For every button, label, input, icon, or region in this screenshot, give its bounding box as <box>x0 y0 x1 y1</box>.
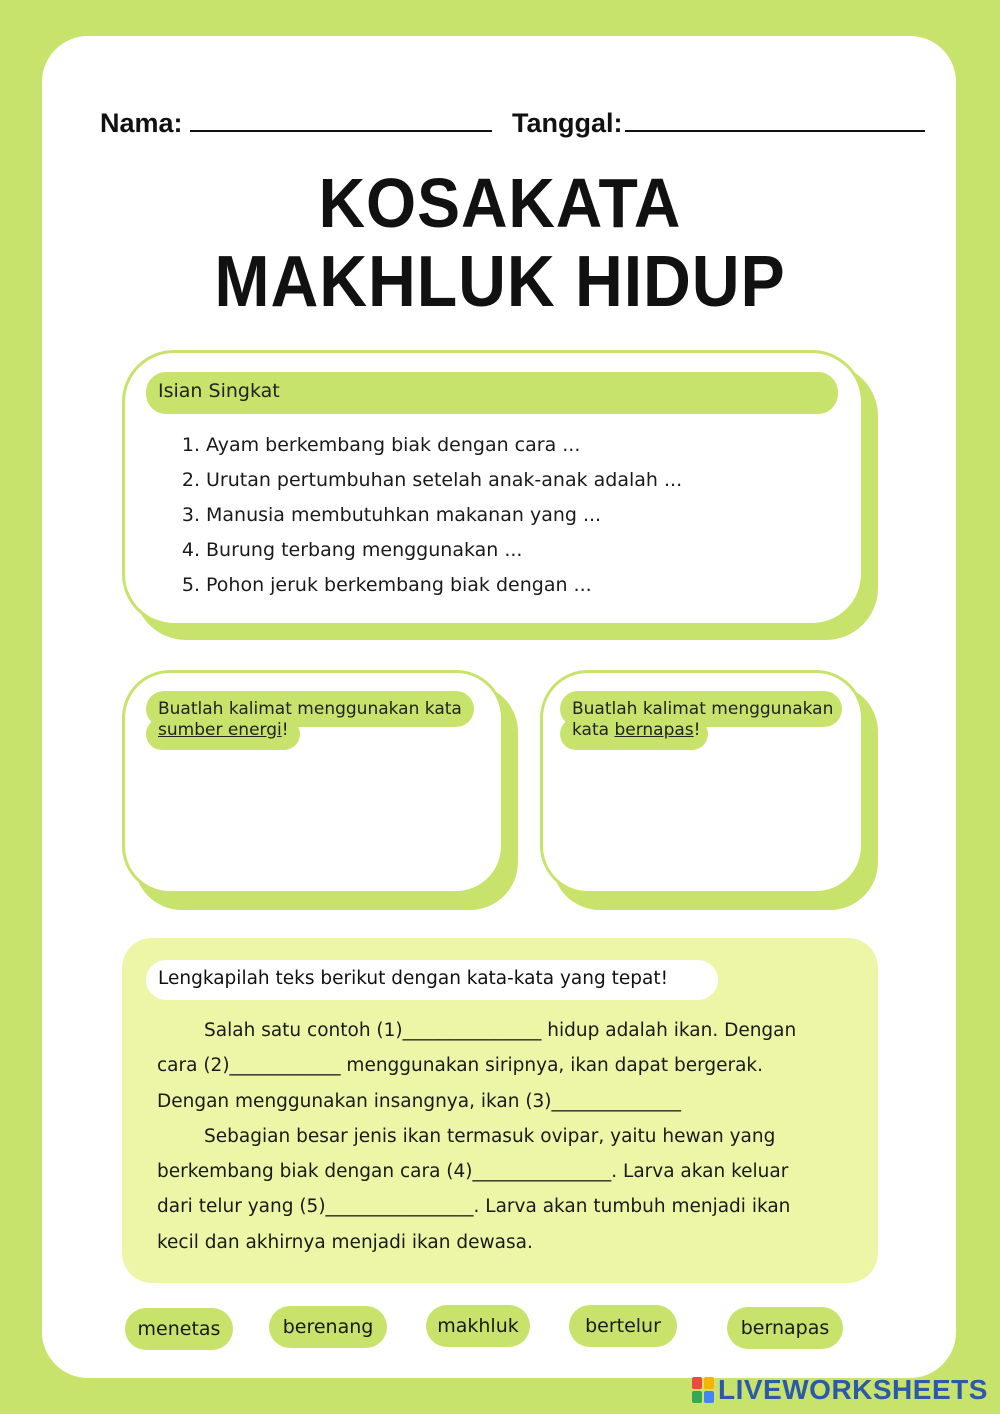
page-title-line-1: KOSAKATA <box>318 164 682 242</box>
cloze-heading: Lengkapilah teks berikut dengan kata-kata yang tepat! <box>158 968 669 989</box>
word-bank-chip-berenang[interactable]: berenang <box>269 1306 387 1348</box>
date-input-line[interactable] <box>625 130 925 132</box>
name-input-line[interactable] <box>190 130 492 132</box>
cloze-text-line: Dengan menggunakan insangnya, ikan (3)______________ <box>157 1091 682 1112</box>
word-bank-chip-makhluk[interactable]: makhluk <box>426 1305 530 1347</box>
date-label: Tanggal: <box>512 108 623 138</box>
sentence-box-left-prompt: Buatlah kalimat menggunakan kata sumber energi! <box>158 699 462 740</box>
liveworksheets-mark-icon <box>692 1377 714 1403</box>
word-bank-chip-bertelur[interactable]: bertelur <box>569 1305 677 1347</box>
cloze-text-line: Salah satu contoh (1)_______________ hidup adalah ikan. Dengan <box>157 1020 797 1041</box>
cloze-text-line: dari telur yang (5)________________. Larva akan tumbuh menjadi ikan <box>157 1196 791 1217</box>
word-bank-chip-bernapas[interactable]: bernapas <box>727 1307 843 1349</box>
word-bank-chip-menetas[interactable]: menetas <box>125 1308 233 1350</box>
cloze-text-line: kecil dan akhirnya menjadi ikan dewasa. <box>157 1232 533 1253</box>
cloze-text-line: berkembang biak dengan cara (4)_______________. Larva akan keluar <box>157 1161 789 1182</box>
short-answer-heading: Isian Singkat <box>158 380 280 402</box>
name-label: Nama: <box>100 108 183 138</box>
liveworksheets-logo <box>692 1374 988 1406</box>
liveworksheets-wordmark: LIVEWORKSHEETS <box>718 1374 988 1405</box>
cloze-text-line: Sebagian besar jenis ikan termasuk ovipar, yaitu hewan yang <box>157 1126 776 1147</box>
page-title-line-2: MAKHLUK HIDUP <box>214 242 786 322</box>
sentence-box-right-prompt: Buatlah kalimat menggunakan kata bernapas! <box>572 699 834 740</box>
cloze-text-line: cara (2)____________ menggunakan siripnya, ikan dapat bergerak. <box>157 1055 764 1076</box>
